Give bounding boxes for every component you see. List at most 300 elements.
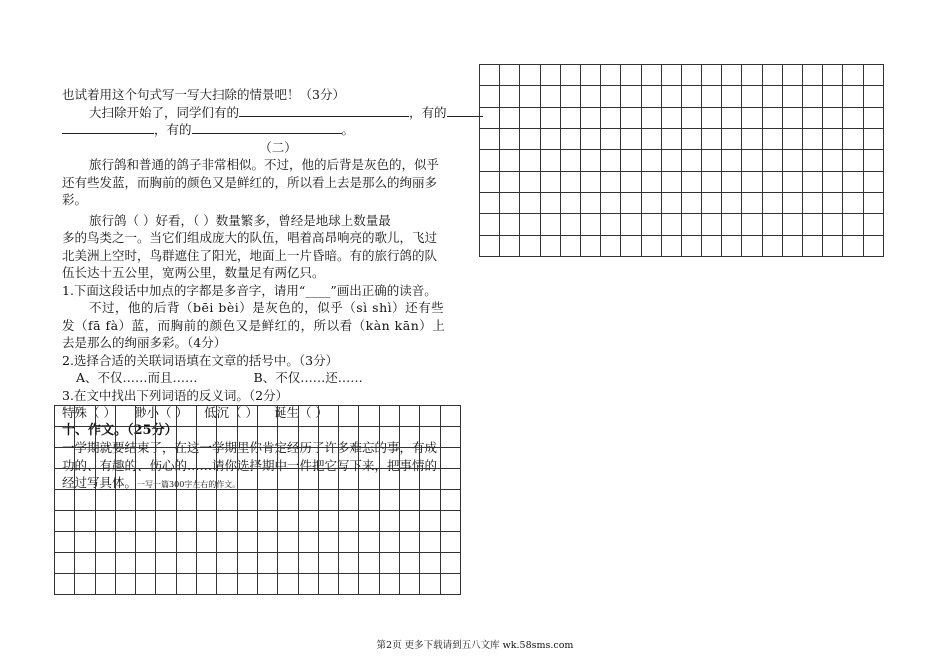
grid-cell[interactable] bbox=[661, 128, 681, 149]
grid-cell[interactable] bbox=[400, 427, 420, 448]
grid-cell[interactable] bbox=[823, 235, 843, 256]
grid-cell[interactable] bbox=[359, 490, 379, 511]
grid-cell[interactable] bbox=[237, 427, 257, 448]
grid-cell[interactable] bbox=[843, 214, 863, 235]
grid-cell[interactable] bbox=[500, 235, 520, 256]
grid-cell[interactable] bbox=[359, 511, 379, 532]
grid-cell[interactable] bbox=[379, 427, 399, 448]
grid-cell[interactable] bbox=[176, 574, 196, 595]
grid-cell[interactable] bbox=[641, 150, 661, 171]
grid-cell[interactable] bbox=[722, 128, 742, 149]
grid-cell[interactable] bbox=[803, 128, 823, 149]
grid-cell[interactable] bbox=[621, 235, 641, 256]
grid-cell[interactable] bbox=[500, 192, 520, 213]
grid-cell[interactable] bbox=[95, 574, 115, 595]
grid-cell[interactable] bbox=[176, 448, 196, 469]
grid-cell[interactable] bbox=[601, 192, 621, 213]
grid-cell[interactable] bbox=[440, 511, 460, 532]
grid-cell[interactable] bbox=[156, 553, 176, 574]
grid-cell[interactable] bbox=[500, 128, 520, 149]
grid-cell[interactable] bbox=[540, 107, 560, 128]
grid-cell[interactable] bbox=[197, 511, 217, 532]
grid-cell[interactable] bbox=[237, 406, 257, 427]
grid-cell[interactable] bbox=[176, 427, 196, 448]
grid-cell[interactable] bbox=[156, 406, 176, 427]
grid-cell[interactable] bbox=[641, 214, 661, 235]
grid-cell[interactable] bbox=[176, 490, 196, 511]
grid-cell[interactable] bbox=[621, 128, 641, 149]
grid-cell[interactable] bbox=[136, 490, 156, 511]
grid-cell[interactable] bbox=[400, 553, 420, 574]
grid-cell[interactable] bbox=[136, 532, 156, 553]
grid-cell[interactable] bbox=[440, 574, 460, 595]
grid-cell[interactable] bbox=[722, 86, 742, 107]
grid-cell[interactable] bbox=[702, 86, 722, 107]
grid-cell[interactable] bbox=[359, 574, 379, 595]
grid-cell[interactable] bbox=[339, 427, 359, 448]
grid-cell[interactable] bbox=[156, 574, 176, 595]
grid-cell[interactable] bbox=[318, 553, 338, 574]
grid-cell[interactable] bbox=[601, 107, 621, 128]
grid-cell[interactable] bbox=[560, 192, 580, 213]
grid-cell[interactable] bbox=[742, 214, 762, 235]
grid-cell[interactable] bbox=[55, 553, 75, 574]
grid-cell[interactable] bbox=[400, 469, 420, 490]
grid-cell[interactable] bbox=[762, 150, 782, 171]
grid-cell[interactable] bbox=[75, 553, 95, 574]
grid-cell[interactable] bbox=[379, 532, 399, 553]
grid-cell[interactable] bbox=[400, 574, 420, 595]
grid-cell[interactable] bbox=[540, 192, 560, 213]
grid-cell[interactable] bbox=[176, 469, 196, 490]
grid-cell[interactable] bbox=[500, 107, 520, 128]
grid-cell[interactable] bbox=[115, 469, 135, 490]
grid-cell[interactable] bbox=[661, 192, 681, 213]
grid-cell[interactable] bbox=[742, 107, 762, 128]
grid-cell[interactable] bbox=[136, 448, 156, 469]
grid-cell[interactable] bbox=[75, 574, 95, 595]
grid-cell[interactable] bbox=[237, 532, 257, 553]
grid-cell[interactable] bbox=[339, 448, 359, 469]
grid-cell[interactable] bbox=[520, 107, 540, 128]
grid-cell[interactable] bbox=[782, 107, 802, 128]
grid-cell[interactable] bbox=[823, 128, 843, 149]
grid-cell[interactable] bbox=[75, 469, 95, 490]
grid-cell[interactable] bbox=[136, 574, 156, 595]
grid-cell[interactable] bbox=[641, 65, 661, 86]
grid-cell[interactable] bbox=[641, 107, 661, 128]
grid-cell[interactable] bbox=[217, 469, 237, 490]
grid-cell[interactable] bbox=[702, 235, 722, 256]
grid-cell[interactable] bbox=[843, 65, 863, 86]
grid-cell[interactable] bbox=[339, 469, 359, 490]
grid-cell[interactable] bbox=[742, 150, 762, 171]
grid-cell[interactable] bbox=[75, 490, 95, 511]
grid-cell[interactable] bbox=[520, 235, 540, 256]
grid-cell[interactable] bbox=[782, 128, 802, 149]
grid-cell[interactable] bbox=[237, 511, 257, 532]
grid-cell[interactable] bbox=[803, 65, 823, 86]
grid-cell[interactable] bbox=[156, 490, 176, 511]
grid-cell[interactable] bbox=[560, 235, 580, 256]
grid-cell[interactable] bbox=[742, 65, 762, 86]
grid-cell[interactable] bbox=[197, 448, 217, 469]
grid-cell[interactable] bbox=[681, 107, 701, 128]
grid-cell[interactable] bbox=[480, 128, 500, 149]
grid-cell[interactable] bbox=[762, 192, 782, 213]
grid-cell[interactable] bbox=[115, 490, 135, 511]
grid-cell[interactable] bbox=[520, 86, 540, 107]
grid-cell[interactable] bbox=[500, 150, 520, 171]
grid-cell[interactable] bbox=[440, 448, 460, 469]
grid-cell[interactable] bbox=[359, 469, 379, 490]
grid-cell[interactable] bbox=[400, 448, 420, 469]
grid-cell[interactable] bbox=[843, 171, 863, 192]
grid-cell[interactable] bbox=[540, 235, 560, 256]
grid-cell[interactable] bbox=[440, 532, 460, 553]
grid-cell[interactable] bbox=[823, 86, 843, 107]
grid-cell[interactable] bbox=[560, 107, 580, 128]
grid-cell[interactable] bbox=[257, 574, 277, 595]
grid-cell[interactable] bbox=[823, 65, 843, 86]
grid-cell[interactable] bbox=[520, 128, 540, 149]
grid-cell[interactable] bbox=[601, 214, 621, 235]
grid-cell[interactable] bbox=[782, 214, 802, 235]
grid-cell[interactable] bbox=[803, 214, 823, 235]
grid-cell[interactable] bbox=[540, 86, 560, 107]
grid-cell[interactable] bbox=[339, 553, 359, 574]
grid-cell[interactable] bbox=[115, 406, 135, 427]
grid-cell[interactable] bbox=[359, 532, 379, 553]
grid-cell[interactable] bbox=[339, 532, 359, 553]
grid-cell[interactable] bbox=[257, 490, 277, 511]
grid-cell[interactable] bbox=[95, 427, 115, 448]
grid-cell[interactable] bbox=[257, 406, 277, 427]
grid-cell[interactable] bbox=[621, 192, 641, 213]
grid-cell[interactable] bbox=[197, 406, 217, 427]
grid-cell[interactable] bbox=[298, 490, 318, 511]
grid-cell[interactable] bbox=[318, 511, 338, 532]
grid-cell[interactable] bbox=[540, 171, 560, 192]
grid-cell[interactable] bbox=[580, 171, 600, 192]
grid-cell[interactable] bbox=[500, 86, 520, 107]
grid-cell[interactable] bbox=[580, 235, 600, 256]
grid-cell[interactable] bbox=[580, 65, 600, 86]
grid-cell[interactable] bbox=[560, 171, 580, 192]
grid-cell[interactable] bbox=[843, 150, 863, 171]
grid-cell[interactable] bbox=[217, 574, 237, 595]
grid-cell[interactable] bbox=[641, 86, 661, 107]
grid-cell[interactable] bbox=[440, 406, 460, 427]
grid-cell[interactable] bbox=[722, 192, 742, 213]
grid-cell[interactable] bbox=[762, 171, 782, 192]
grid-cell[interactable] bbox=[782, 235, 802, 256]
grid-cell[interactable] bbox=[621, 65, 641, 86]
grid-cell[interactable] bbox=[237, 574, 257, 595]
grid-cell[interactable] bbox=[95, 532, 115, 553]
grid-cell[interactable] bbox=[420, 406, 440, 427]
grid-cell[interactable] bbox=[621, 214, 641, 235]
grid-cell[interactable] bbox=[176, 511, 196, 532]
grid-cell[interactable] bbox=[762, 65, 782, 86]
grid-cell[interactable] bbox=[95, 553, 115, 574]
grid-cell[interactable] bbox=[621, 150, 641, 171]
grid-cell[interactable] bbox=[742, 235, 762, 256]
grid-cell[interactable] bbox=[540, 214, 560, 235]
grid-cell[interactable] bbox=[823, 171, 843, 192]
grid-cell[interactable] bbox=[580, 86, 600, 107]
grid-cell[interactable] bbox=[661, 214, 681, 235]
grid-cell[interactable] bbox=[176, 406, 196, 427]
grid-cell[interactable] bbox=[156, 532, 176, 553]
grid-cell[interactable] bbox=[782, 192, 802, 213]
grid-cell[interactable] bbox=[742, 86, 762, 107]
grid-cell[interactable] bbox=[75, 511, 95, 532]
grid-cell[interactable] bbox=[863, 107, 883, 128]
grid-cell[interactable] bbox=[217, 448, 237, 469]
grid-cell[interactable] bbox=[75, 406, 95, 427]
grid-cell[interactable] bbox=[197, 553, 217, 574]
grid-cell[interactable] bbox=[843, 86, 863, 107]
grid-cell[interactable] bbox=[440, 490, 460, 511]
grid-cell[interactable] bbox=[339, 406, 359, 427]
grid-cell[interactable] bbox=[95, 469, 115, 490]
grid-cell[interactable] bbox=[156, 427, 176, 448]
grid-cell[interactable] bbox=[176, 532, 196, 553]
grid-cell[interactable] bbox=[156, 448, 176, 469]
grid-cell[interactable] bbox=[55, 427, 75, 448]
grid-cell[interactable] bbox=[520, 65, 540, 86]
grid-cell[interactable] bbox=[257, 427, 277, 448]
grid-cell[interactable] bbox=[339, 490, 359, 511]
grid-cell[interactable] bbox=[318, 490, 338, 511]
grid-cell[interactable] bbox=[257, 553, 277, 574]
grid-cell[interactable] bbox=[217, 427, 237, 448]
grid-cell[interactable] bbox=[420, 511, 440, 532]
grid-cell[interactable] bbox=[863, 65, 883, 86]
grid-cell[interactable] bbox=[681, 192, 701, 213]
grid-cell[interactable] bbox=[641, 192, 661, 213]
grid-cell[interactable] bbox=[560, 214, 580, 235]
grid-cell[interactable] bbox=[863, 192, 883, 213]
grid-cell[interactable] bbox=[702, 107, 722, 128]
grid-cell[interactable] bbox=[843, 128, 863, 149]
composition-grid-left[interactable] bbox=[54, 405, 461, 595]
grid-cell[interactable] bbox=[762, 86, 782, 107]
grid-cell[interactable] bbox=[237, 448, 257, 469]
grid-cell[interactable] bbox=[621, 107, 641, 128]
grid-cell[interactable] bbox=[400, 406, 420, 427]
grid-cell[interactable] bbox=[641, 171, 661, 192]
grid-cell[interactable] bbox=[520, 150, 540, 171]
grid-cell[interactable] bbox=[722, 171, 742, 192]
grid-cell[interactable] bbox=[803, 171, 823, 192]
grid-cell[interactable] bbox=[440, 553, 460, 574]
grid-cell[interactable] bbox=[580, 214, 600, 235]
grid-cell[interactable] bbox=[782, 86, 802, 107]
grid-cell[interactable] bbox=[863, 171, 883, 192]
grid-cell[interactable] bbox=[803, 107, 823, 128]
grid-cell[interactable] bbox=[500, 65, 520, 86]
grid-cell[interactable] bbox=[803, 192, 823, 213]
grid-cell[interactable] bbox=[762, 107, 782, 128]
grid-cell[interactable] bbox=[661, 107, 681, 128]
grid-cell[interactable] bbox=[318, 574, 338, 595]
grid-cell[interactable] bbox=[197, 532, 217, 553]
grid-cell[interactable] bbox=[95, 406, 115, 427]
grid-cell[interactable] bbox=[480, 107, 500, 128]
grid-cell[interactable] bbox=[197, 469, 217, 490]
grid-cell[interactable] bbox=[339, 511, 359, 532]
grid-cell[interactable] bbox=[681, 150, 701, 171]
composition-grid-right[interactable] bbox=[479, 64, 884, 257]
grid-cell[interactable] bbox=[480, 86, 500, 107]
grid-cell[interactable] bbox=[702, 214, 722, 235]
grid-cell[interactable] bbox=[621, 171, 641, 192]
grid-cell[interactable] bbox=[702, 128, 722, 149]
grid-cell[interactable] bbox=[480, 150, 500, 171]
grid-cell[interactable] bbox=[55, 574, 75, 595]
grid-cell[interactable] bbox=[298, 553, 318, 574]
grid-cell[interactable] bbox=[560, 86, 580, 107]
grid-cell[interactable] bbox=[298, 532, 318, 553]
grid-cell[interactable] bbox=[379, 469, 399, 490]
grid-cell[interactable] bbox=[843, 192, 863, 213]
grid-cell[interactable] bbox=[420, 427, 440, 448]
grid-cell[interactable] bbox=[560, 128, 580, 149]
grid-cell[interactable] bbox=[823, 192, 843, 213]
grid-cell[interactable] bbox=[520, 171, 540, 192]
grid-cell[interactable] bbox=[480, 192, 500, 213]
grid-cell[interactable] bbox=[601, 86, 621, 107]
grid-cell[interactable] bbox=[722, 214, 742, 235]
grid-cell[interactable] bbox=[500, 214, 520, 235]
grid-cell[interactable] bbox=[298, 511, 318, 532]
grid-cell[interactable] bbox=[702, 192, 722, 213]
grid-cell[interactable] bbox=[156, 469, 176, 490]
grid-cell[interactable] bbox=[661, 86, 681, 107]
grid-cell[interactable] bbox=[520, 214, 540, 235]
grid-cell[interactable] bbox=[702, 65, 722, 86]
grid-cell[interactable] bbox=[560, 65, 580, 86]
grid-cell[interactable] bbox=[722, 150, 742, 171]
grid-cell[interactable] bbox=[318, 406, 338, 427]
grid-cell[interactable] bbox=[681, 128, 701, 149]
grid-cell[interactable] bbox=[379, 406, 399, 427]
grid-cell[interactable] bbox=[278, 511, 298, 532]
grid-cell[interactable] bbox=[722, 235, 742, 256]
grid-cell[interactable] bbox=[379, 511, 399, 532]
grid-cell[interactable] bbox=[278, 574, 298, 595]
grid-cell[interactable] bbox=[601, 150, 621, 171]
grid-cell[interactable] bbox=[359, 406, 379, 427]
grid-cell[interactable] bbox=[217, 490, 237, 511]
grid-cell[interactable] bbox=[681, 86, 701, 107]
grid-cell[interactable] bbox=[480, 171, 500, 192]
grid-cell[interactable] bbox=[480, 65, 500, 86]
grid-cell[interactable] bbox=[217, 406, 237, 427]
grid-cell[interactable] bbox=[601, 65, 621, 86]
grid-cell[interactable] bbox=[115, 553, 135, 574]
grid-cell[interactable] bbox=[318, 427, 338, 448]
grid-cell[interactable] bbox=[298, 574, 318, 595]
grid-cell[interactable] bbox=[278, 469, 298, 490]
answer-blank-4[interactable] bbox=[192, 121, 342, 134]
grid-cell[interactable] bbox=[318, 532, 338, 553]
grid-cell[interactable] bbox=[257, 469, 277, 490]
grid-cell[interactable] bbox=[257, 448, 277, 469]
grid-cell[interactable] bbox=[278, 448, 298, 469]
grid-cell[interactable] bbox=[560, 150, 580, 171]
grid-cell[interactable] bbox=[661, 150, 681, 171]
grid-cell[interactable] bbox=[702, 171, 722, 192]
grid-cell[interactable] bbox=[55, 406, 75, 427]
answer-blank-3[interactable] bbox=[62, 121, 154, 134]
grid-cell[interactable] bbox=[136, 469, 156, 490]
grid-cell[interactable] bbox=[136, 511, 156, 532]
grid-cell[interactable] bbox=[156, 511, 176, 532]
grid-cell[interactable] bbox=[681, 171, 701, 192]
grid-cell[interactable] bbox=[379, 490, 399, 511]
grid-cell[interactable] bbox=[420, 448, 440, 469]
grid-cell[interactable] bbox=[55, 532, 75, 553]
grid-cell[interactable] bbox=[400, 511, 420, 532]
grid-cell[interactable] bbox=[843, 235, 863, 256]
grid-cell[interactable] bbox=[257, 511, 277, 532]
grid-cell[interactable] bbox=[762, 214, 782, 235]
grid-cell[interactable] bbox=[298, 469, 318, 490]
grid-cell[interactable] bbox=[601, 235, 621, 256]
grid-cell[interactable] bbox=[601, 171, 621, 192]
grid-cell[interactable] bbox=[115, 427, 135, 448]
grid-cell[interactable] bbox=[257, 532, 277, 553]
grid-cell[interactable] bbox=[641, 128, 661, 149]
grid-cell[interactable] bbox=[379, 448, 399, 469]
grid-cell[interactable] bbox=[298, 406, 318, 427]
grid-cell[interactable] bbox=[278, 532, 298, 553]
grid-cell[interactable] bbox=[278, 490, 298, 511]
grid-cell[interactable] bbox=[722, 65, 742, 86]
grid-cell[interactable] bbox=[278, 406, 298, 427]
grid-cell[interactable] bbox=[762, 235, 782, 256]
grid-cell[interactable] bbox=[580, 150, 600, 171]
grid-cell[interactable] bbox=[400, 490, 420, 511]
grid-cell[interactable] bbox=[681, 214, 701, 235]
grid-cell[interactable] bbox=[803, 86, 823, 107]
grid-cell[interactable] bbox=[278, 553, 298, 574]
grid-cell[interactable] bbox=[197, 427, 217, 448]
grid-cell[interactable] bbox=[823, 214, 843, 235]
grid-cell[interactable] bbox=[540, 128, 560, 149]
grid-cell[interactable] bbox=[681, 65, 701, 86]
grid-cell[interactable] bbox=[742, 171, 762, 192]
grid-cell[interactable] bbox=[237, 490, 257, 511]
grid-cell[interactable] bbox=[95, 511, 115, 532]
grid-cell[interactable] bbox=[863, 214, 883, 235]
grid-cell[interactable] bbox=[197, 574, 217, 595]
grid-cell[interactable] bbox=[823, 150, 843, 171]
grid-cell[interactable] bbox=[298, 427, 318, 448]
grid-cell[interactable] bbox=[580, 192, 600, 213]
grid-cell[interactable] bbox=[115, 511, 135, 532]
grid-cell[interactable] bbox=[782, 150, 802, 171]
grid-cell[interactable] bbox=[480, 235, 500, 256]
grid-cell[interactable] bbox=[95, 490, 115, 511]
grid-cell[interactable] bbox=[379, 574, 399, 595]
grid-cell[interactable] bbox=[176, 553, 196, 574]
grid-cell[interactable] bbox=[115, 532, 135, 553]
grid-cell[interactable] bbox=[75, 532, 95, 553]
